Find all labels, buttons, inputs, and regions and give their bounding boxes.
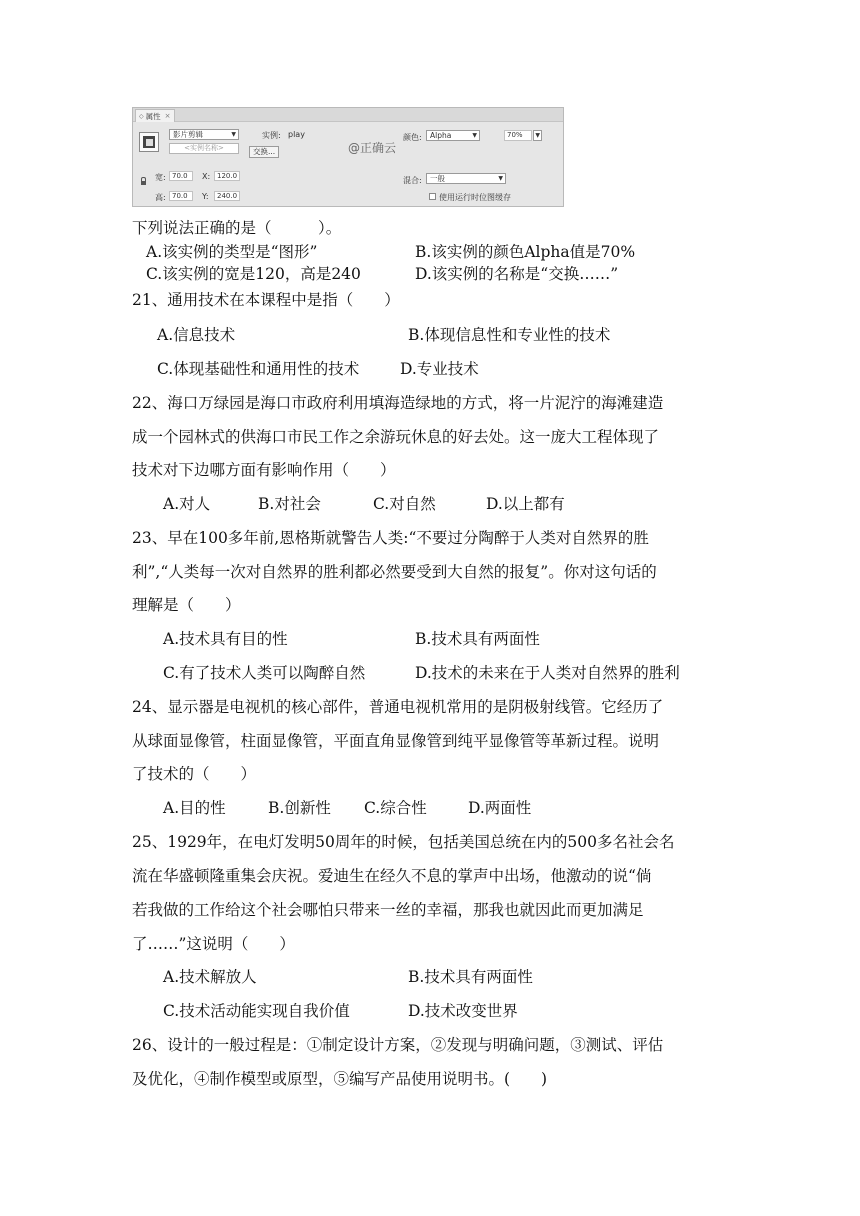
color-label: 颜色: — [403, 133, 422, 142]
properties-tab-label: 属性 — [145, 111, 161, 121]
q20-option-a: A.该实例的类型是“图形” — [146, 243, 318, 261]
q23-option-a: A.技术具有目的性 — [163, 630, 288, 648]
swap-button[interactable] — [249, 146, 279, 158]
q23-line-1: 23、早在100多年前,恩格斯就警告人类:“不要过分陶醉于人类对自然界的胜 — [132, 529, 649, 547]
q22-line-2: 成一个园林式的供海口市民工作之余游玩休息的好去处。这一庞大工程体现了 — [132, 428, 660, 446]
instance-value: play — [288, 130, 305, 139]
y-field[interactable] — [214, 191, 240, 201]
q21-option-d: D.专业技术 — [400, 360, 479, 378]
instance-name-input[interactable] — [169, 143, 239, 154]
blend-label: 混合: — [403, 176, 422, 185]
blend-mode-select[interactable] — [426, 173, 506, 184]
q23-option-b: B.技术具有两面性 — [415, 630, 540, 648]
q23-option-d: D.技术的未来在于人类对自然界的胜利 — [415, 664, 680, 682]
bitmap-cache-checkbox[interactable] — [429, 193, 436, 200]
q26-line-1: 26、设计的一般过程是：①制定设计方案，②发现与明确问题，③测试、评估 — [132, 1036, 664, 1054]
q20-option-b: B.该实例的颜色Alpha值是70% — [415, 243, 636, 261]
q21-option-b: B.体现信息性和专业性的技术 — [408, 326, 611, 344]
q24-option-a: A.目的性 — [163, 799, 226, 817]
chevron-down-icon: ▼ — [535, 132, 540, 139]
y-value: 240.0 — [217, 192, 238, 200]
blend-mode-value: 一般 — [430, 174, 445, 183]
q22-option-c: C.对自然 — [373, 495, 436, 513]
q25-option-a: A.技术解放人 — [163, 968, 257, 986]
alpha-value: 70% — [507, 131, 523, 139]
x-value: 120.0 — [217, 172, 238, 180]
width-field[interactable] — [169, 171, 193, 181]
chevron-down-icon: ▼ — [472, 132, 477, 139]
q20-stem: 下列说法正确的是（ ）。 — [132, 219, 342, 237]
q25-option-c: C.技术活动能实现自我价值 — [163, 1002, 350, 1020]
q23-option-c: C.有了技术人类可以陶醉自然 — [163, 664, 366, 682]
q21-option-a: A.信息技术 — [157, 326, 236, 344]
q22-line-3: 技术对下边哪方面有影响作用（ ） — [132, 461, 396, 479]
chevron-down-icon: ▼ — [231, 131, 236, 138]
height-value: 70.0 — [172, 192, 188, 200]
q21-stem: 21、通用技术在本课程中是指（ ） — [132, 291, 400, 309]
bitmap-cache-label: 使用运行时位图缓存 — [439, 193, 511, 202]
q24-option-d: D.两面性 — [468, 799, 532, 817]
q22-option-d: D.以上都有 — [486, 495, 565, 513]
q22-line-1: 22、海口万绿园是海口市政府利用填海造绿地的方式，将一片泥泞的海滩建造 — [132, 394, 664, 412]
close-icon[interactable]: × — [164, 112, 171, 120]
swap-button-label: 交换... — [253, 147, 276, 156]
q25-line-4: 了……”这说明（ ） — [132, 935, 295, 953]
q20-option-d: D.该实例的名称是“交换……” — [415, 265, 619, 283]
symbol-type-select[interactable] — [169, 129, 239, 140]
q22-option-a: A.对人 — [163, 495, 211, 513]
panel-tab-bar — [133, 108, 563, 122]
instance-name-placeholder: <实例名称> — [184, 144, 224, 152]
q25-line-2: 流在华盛顿隆重集会庆祝。爱迪生在经久不息的掌声中出场，他激动的说“倘 — [132, 867, 652, 885]
chevron-down-icon: ▼ — [498, 175, 503, 182]
q25-option-b: B.技术具有两面性 — [408, 968, 533, 986]
height-field[interactable] — [169, 191, 193, 201]
width-label: 宽: — [155, 173, 166, 182]
width-value: 70.0 — [172, 172, 188, 180]
q24-option-b: B.创新性 — [268, 799, 331, 817]
alpha-value-field[interactable] — [504, 130, 532, 141]
q25-option-d: D.技术改变世界 — [408, 1002, 518, 1020]
q23-line-2: 利”,“人类每一次对自然界的胜利都必然要受到大自然的报复”。你对这句话的 — [132, 563, 657, 581]
q20-option-c: C.该实例的宽是120，高是240 — [146, 265, 361, 283]
q24-line-2: 从球面显像管，柱面显像管，平面直角显像管到纯平显像管等革新过程。说明 — [132, 732, 660, 750]
lock-icon[interactable] — [141, 181, 146, 185]
properties-tab[interactable] — [135, 109, 175, 122]
instance-label: 实例: — [262, 131, 281, 140]
q24-option-c: C.综合性 — [364, 799, 427, 817]
q22-option-b: B.对社会 — [258, 495, 321, 513]
color-mode-select[interactable] — [426, 130, 480, 141]
q24-line-1: 24、显示器是电视机的核心部件，普通电视机常用的是阴极射线管。它经历了 — [132, 698, 664, 716]
q25-line-3: 若我做的工作给这个社会哪怕只带来一丝的幸福，那我也就因此而更加满足 — [132, 901, 644, 919]
color-mode-value: Alpha — [430, 131, 452, 140]
q23-line-3: 理解是（ ） — [132, 596, 241, 614]
q21-option-c: C.体现基础性和通用性的技术 — [157, 360, 360, 378]
alpha-stepper[interactable] — [533, 130, 542, 141]
q25-line-1: 25、1929年，在电灯发明50周年的时候，包括美国总统在内的500多名社会名 — [132, 833, 675, 851]
q24-line-3: 了技术的（ ） — [132, 765, 257, 783]
movieclip-symbol-icon — [139, 132, 159, 152]
panel-menu-icon: ◇ — [139, 112, 144, 120]
watermark: @正确云 — [348, 141, 397, 155]
x-label: X: — [202, 172, 211, 181]
y-label: Y: — [202, 192, 209, 201]
properties-panel — [132, 107, 564, 207]
x-field[interactable] — [214, 171, 240, 181]
q26-line-2: 及优化，④制作模型或原型，⑤编写产品使用说明书。( ) — [132, 1070, 548, 1088]
symbol-type-value: 影片剪辑 — [173, 130, 203, 139]
height-label: 高: — [155, 193, 166, 202]
